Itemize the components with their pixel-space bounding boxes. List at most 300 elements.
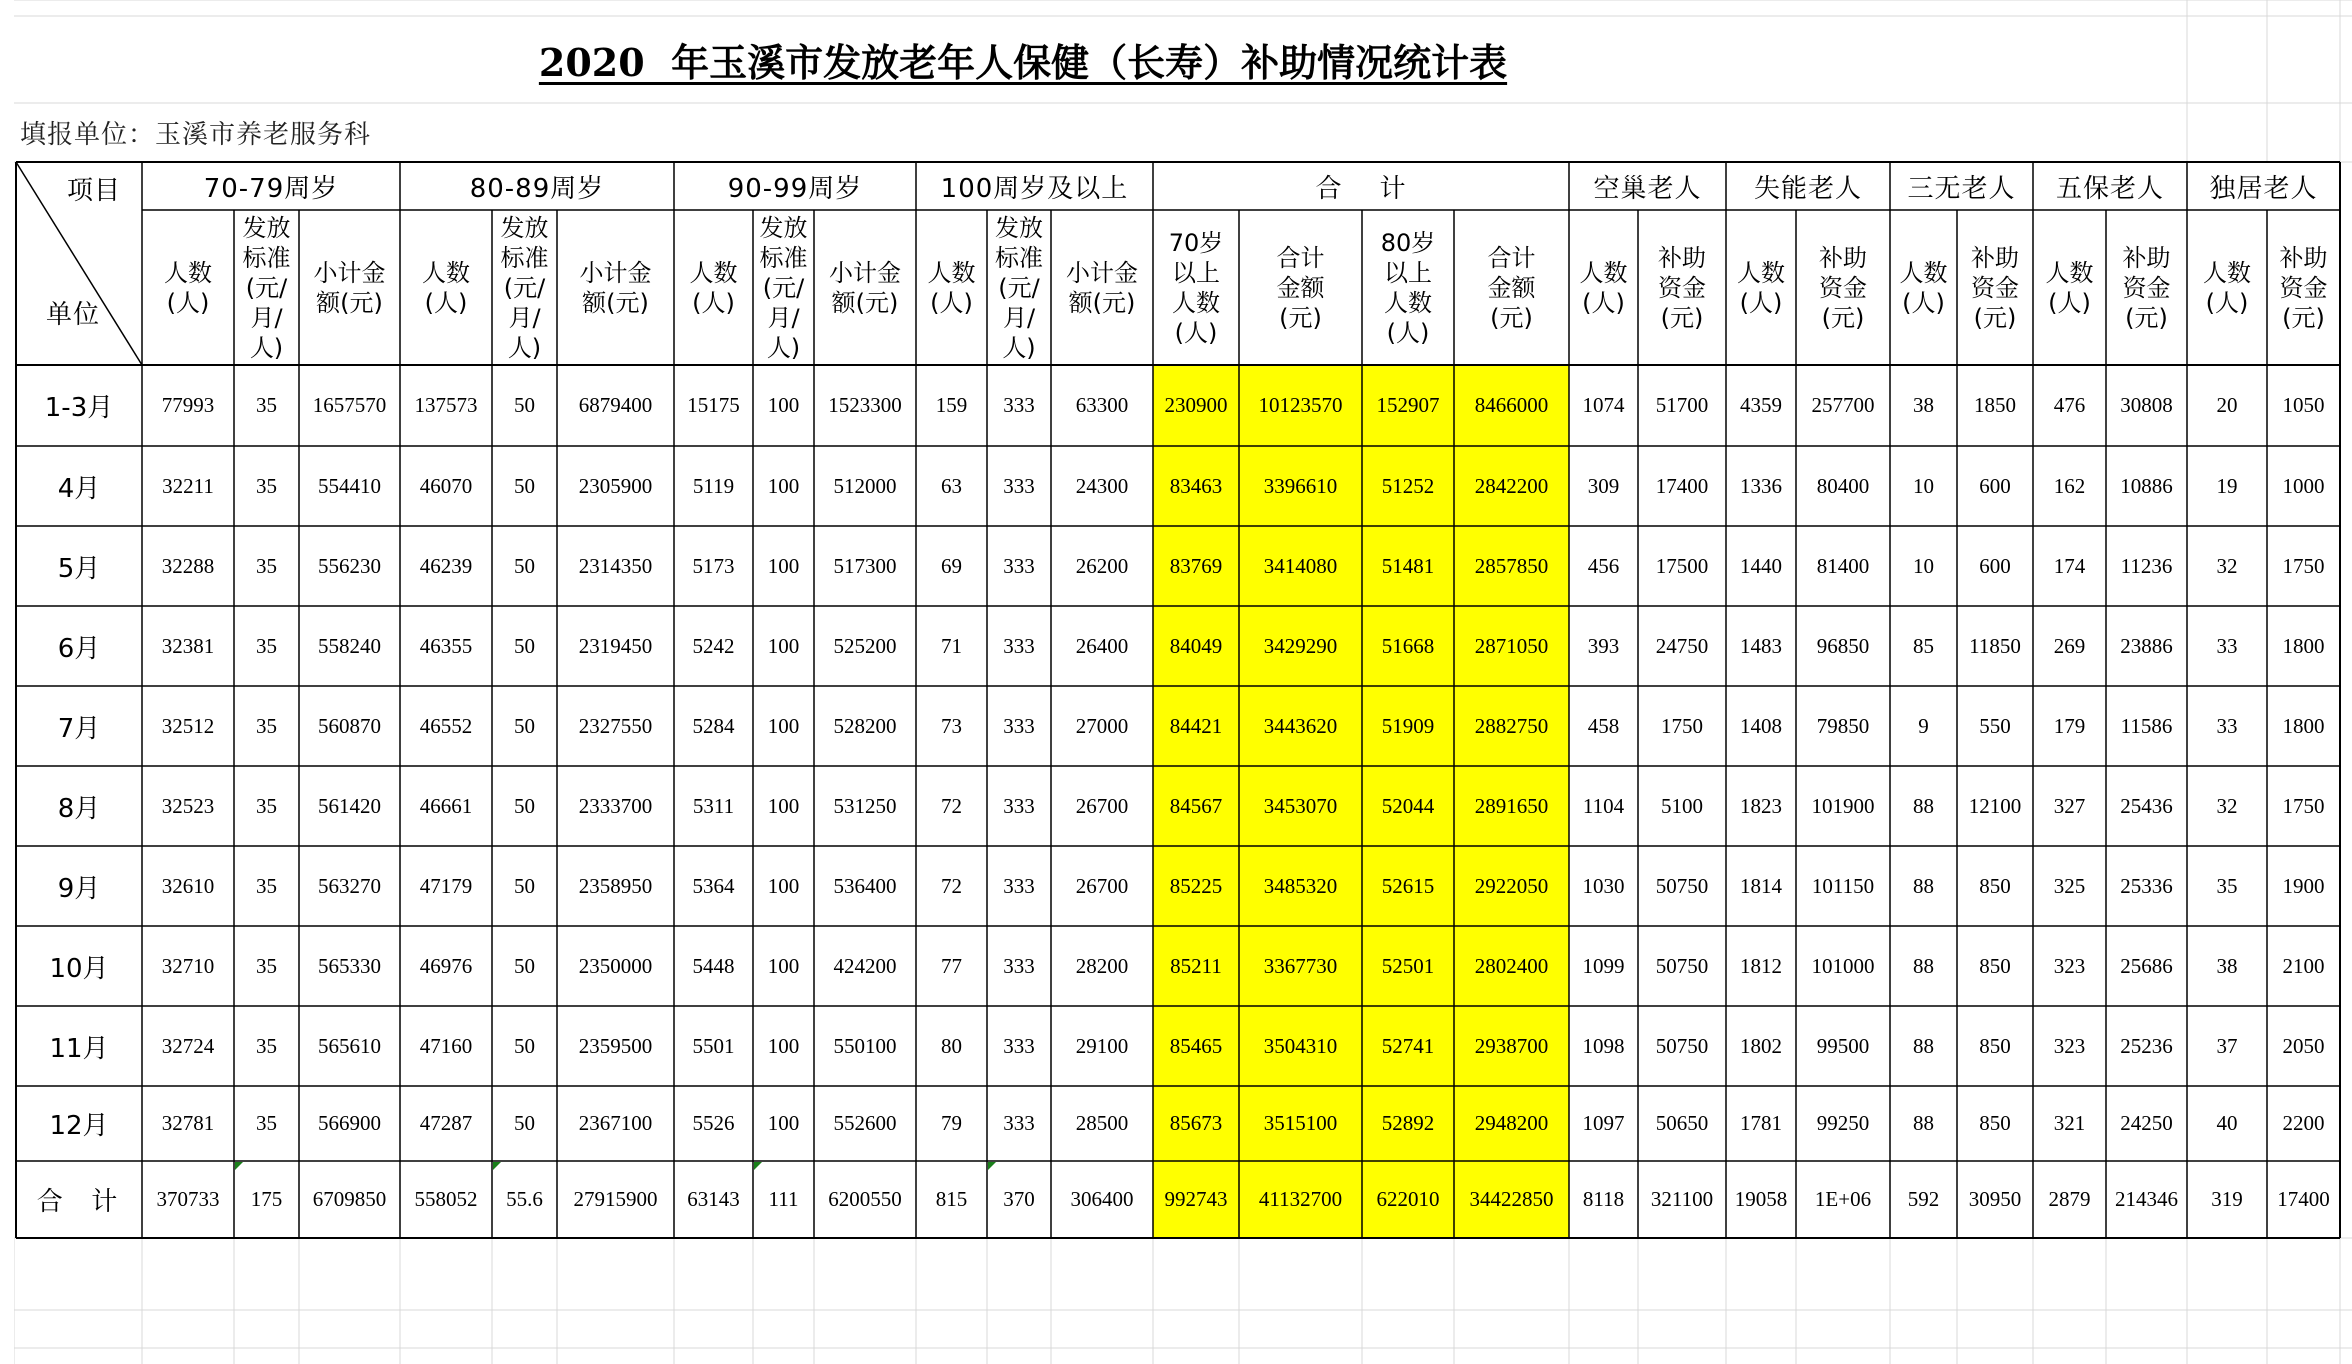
data-cell[interactable] <box>557 686 674 766</box>
data-cell[interactable] <box>1796 1161 1890 1238</box>
data-cell[interactable] <box>1454 766 1569 846</box>
data-cell[interactable] <box>1796 846 1890 926</box>
data-cell[interactable] <box>142 926 234 1006</box>
data-cell[interactable] <box>1638 446 1726 526</box>
data-cell[interactable] <box>916 686 987 766</box>
data-cell[interactable] <box>1153 606 1239 686</box>
data-cell[interactable] <box>400 606 492 686</box>
data-cell[interactable] <box>1569 446 1638 526</box>
data-cell[interactable] <box>1454 526 1569 606</box>
data-cell[interactable] <box>1051 526 1153 606</box>
data-cell[interactable] <box>1796 1006 1890 1086</box>
data-cell-text: 558052 <box>414 1187 478 1211</box>
subheader-3-2 <box>1051 210 1153 365</box>
data-cell[interactable] <box>1638 1086 1726 1161</box>
data-cell[interactable] <box>1362 766 1454 846</box>
data-cell[interactable] <box>1890 365 1957 446</box>
data-cell[interactable] <box>1454 446 1569 526</box>
data-cell[interactable] <box>674 766 753 846</box>
data-cell[interactable] <box>987 846 1051 926</box>
data-cell[interactable] <box>2106 926 2187 1006</box>
data-cell[interactable] <box>1957 926 2033 1006</box>
data-cell[interactable] <box>1796 365 1890 446</box>
data-cell[interactable] <box>1454 1161 1569 1238</box>
data-cell[interactable] <box>1726 1161 1796 1238</box>
data-cell[interactable] <box>142 1006 234 1086</box>
data-cell[interactable] <box>142 365 234 446</box>
data-cell[interactable] <box>1890 846 1957 926</box>
data-cell[interactable] <box>1890 926 1957 1006</box>
data-cell[interactable] <box>814 365 916 446</box>
data-cell[interactable] <box>299 446 400 526</box>
data-cell[interactable] <box>1890 606 1957 686</box>
data-cell[interactable] <box>492 526 557 606</box>
data-cell[interactable] <box>1569 1086 1638 1161</box>
data-cell[interactable] <box>2267 446 2340 526</box>
data-cell[interactable] <box>234 846 299 926</box>
data-cell[interactable] <box>1051 766 1153 846</box>
data-cell[interactable] <box>674 1161 753 1238</box>
data-cell[interactable] <box>2033 446 2106 526</box>
data-cell[interactable] <box>1796 446 1890 526</box>
data-cell[interactable] <box>557 846 674 926</box>
data-cell[interactable] <box>1051 1006 1153 1086</box>
data-cell[interactable] <box>916 526 987 606</box>
data-cell[interactable] <box>234 606 299 686</box>
data-cell[interactable] <box>2267 926 2340 1006</box>
data-cell[interactable] <box>142 686 234 766</box>
data-cell[interactable] <box>2187 1161 2267 1238</box>
data-cell[interactable] <box>142 1086 234 1161</box>
data-cell-text: 5119 <box>692 473 735 498</box>
data-cell[interactable] <box>1890 1086 1957 1161</box>
data-cell[interactable] <box>2106 766 2187 846</box>
data-cell[interactable] <box>234 365 299 446</box>
data-cell[interactable] <box>674 686 753 766</box>
data-cell[interactable] <box>753 686 814 766</box>
data-cell[interactable] <box>234 926 299 1006</box>
data-cell[interactable] <box>2033 1161 2106 1238</box>
data-cell[interactable] <box>1796 606 1890 686</box>
data-cell[interactable] <box>1454 686 1569 766</box>
data-cell[interactable] <box>753 1086 814 1161</box>
data-cell[interactable] <box>1726 686 1796 766</box>
data-cell[interactable] <box>492 365 557 446</box>
data-cell[interactable] <box>987 1161 1051 1238</box>
data-cell[interactable] <box>1454 1086 1569 1161</box>
data-cell[interactable] <box>234 686 299 766</box>
data-cell[interactable] <box>142 846 234 926</box>
data-cell[interactable] <box>1454 846 1569 926</box>
data-cell[interactable] <box>1957 446 2033 526</box>
data-cell[interactable] <box>753 526 814 606</box>
data-cell[interactable] <box>814 1086 916 1161</box>
data-cell[interactable] <box>987 365 1051 446</box>
data-cell[interactable] <box>299 526 400 606</box>
data-cell[interactable] <box>2267 526 2340 606</box>
data-cell[interactable] <box>400 686 492 766</box>
data-cell[interactable] <box>492 1006 557 1086</box>
data-cell[interactable] <box>1726 365 1796 446</box>
data-cell[interactable] <box>1153 846 1239 926</box>
data-cell[interactable] <box>234 526 299 606</box>
data-cell[interactable] <box>1051 365 1153 446</box>
data-cell-text: 1750 <box>2282 793 2325 818</box>
data-cell[interactable] <box>674 1086 753 1161</box>
data-cell[interactable] <box>2033 686 2106 766</box>
data-cell[interactable] <box>2106 365 2187 446</box>
data-cell[interactable] <box>299 1086 400 1161</box>
data-cell[interactable] <box>492 446 557 526</box>
data-cell[interactable] <box>142 446 234 526</box>
data-cell[interactable] <box>987 446 1051 526</box>
data-cell[interactable] <box>674 1006 753 1086</box>
data-cell[interactable] <box>814 526 916 606</box>
data-cell-text: 77 <box>941 953 962 978</box>
data-cell[interactable] <box>1569 846 1638 926</box>
data-cell[interactable] <box>1239 1161 1362 1238</box>
data-cell[interactable] <box>1239 1006 1362 1086</box>
data-cell[interactable] <box>1454 1006 1569 1086</box>
data-cell[interactable] <box>557 526 674 606</box>
data-cell[interactable] <box>400 1161 492 1238</box>
data-cell[interactable] <box>2187 766 2267 846</box>
data-cell[interactable] <box>1726 926 1796 1006</box>
data-cell[interactable] <box>916 1006 987 1086</box>
data-cell[interactable] <box>299 1161 400 1238</box>
data-cell[interactable] <box>2033 766 2106 846</box>
data-cell[interactable] <box>1638 606 1726 686</box>
data-cell[interactable] <box>492 686 557 766</box>
data-cell[interactable] <box>1796 526 1890 606</box>
data-cell[interactable] <box>1239 365 1362 446</box>
data-cell[interactable] <box>1569 766 1638 846</box>
data-cell[interactable] <box>400 926 492 1006</box>
data-cell-text: 3429290 <box>1263 633 1338 658</box>
data-cell[interactable] <box>1569 365 1638 446</box>
data-cell[interactable] <box>2187 1086 2267 1161</box>
data-cell[interactable] <box>753 606 814 686</box>
data-cell[interactable] <box>2187 1006 2267 1086</box>
data-cell[interactable] <box>492 1161 557 1238</box>
data-cell[interactable] <box>1454 365 1569 446</box>
data-cell[interactable] <box>753 846 814 926</box>
data-cell[interactable] <box>674 365 753 446</box>
data-cell[interactable] <box>1239 766 1362 846</box>
data-cell[interactable] <box>400 846 492 926</box>
data-cell[interactable] <box>234 1086 299 1161</box>
data-cell[interactable] <box>2187 365 2267 446</box>
data-cell[interactable] <box>1153 1086 1239 1161</box>
data-cell[interactable] <box>2106 686 2187 766</box>
data-cell[interactable] <box>814 766 916 846</box>
data-cell[interactable] <box>2033 1086 2106 1161</box>
data-cell[interactable] <box>1362 446 1454 526</box>
data-cell[interactable] <box>1638 526 1726 606</box>
data-cell[interactable] <box>2267 365 2340 446</box>
data-cell[interactable] <box>1362 526 1454 606</box>
data-cell[interactable] <box>2033 606 2106 686</box>
data-cell[interactable] <box>234 446 299 526</box>
data-cell-text: 85211 <box>1170 953 1222 978</box>
data-cell[interactable] <box>1957 1006 2033 1086</box>
data-cell[interactable] <box>142 526 234 606</box>
subheader-4-2-text: 80岁 以上 人数 (人) <box>1380 228 1436 347</box>
data-cell[interactable] <box>1239 1086 1362 1161</box>
data-cell[interactable] <box>1153 446 1239 526</box>
data-cell[interactable] <box>674 526 753 606</box>
data-cell[interactable] <box>400 446 492 526</box>
data-cell[interactable] <box>916 846 987 926</box>
data-cell[interactable] <box>987 926 1051 1006</box>
data-cell[interactable] <box>1957 846 2033 926</box>
data-cell[interactable] <box>1796 686 1890 766</box>
data-cell[interactable] <box>142 606 234 686</box>
data-cell[interactable] <box>916 606 987 686</box>
data-cell[interactable] <box>916 365 987 446</box>
data-cell[interactable] <box>1638 846 1726 926</box>
data-cell[interactable] <box>2033 926 2106 1006</box>
data-cell[interactable] <box>987 1086 1051 1161</box>
data-cell[interactable] <box>814 686 916 766</box>
data-cell[interactable] <box>1569 1006 1638 1086</box>
data-cell[interactable] <box>814 1161 916 1238</box>
data-cell[interactable] <box>1153 686 1239 766</box>
data-cell[interactable] <box>753 766 814 846</box>
data-cell[interactable] <box>916 926 987 1006</box>
data-cell-text: 528200 <box>833 713 897 738</box>
data-cell[interactable] <box>492 1086 557 1161</box>
data-cell[interactable] <box>299 1006 400 1086</box>
data-cell[interactable] <box>557 606 674 686</box>
data-cell[interactable] <box>674 606 753 686</box>
data-cell[interactable] <box>1454 606 1569 686</box>
data-cell[interactable] <box>234 766 299 846</box>
data-cell[interactable] <box>2267 1006 2340 1086</box>
data-cell[interactable] <box>557 365 674 446</box>
data-cell[interactable] <box>1362 686 1454 766</box>
data-cell[interactable] <box>1239 926 1362 1006</box>
data-cell-text: 63300 <box>1075 393 1129 417</box>
data-cell[interactable] <box>1153 365 1239 446</box>
data-cell[interactable] <box>1890 686 1957 766</box>
data-cell[interactable] <box>400 1086 492 1161</box>
data-cell[interactable] <box>674 846 753 926</box>
data-cell[interactable] <box>2187 846 2267 926</box>
data-cell[interactable] <box>2267 1161 2340 1238</box>
data-cell[interactable] <box>557 766 674 846</box>
data-cell[interactable] <box>1362 1086 1454 1161</box>
data-cell[interactable] <box>2106 1006 2187 1086</box>
data-cell[interactable] <box>1051 446 1153 526</box>
data-cell[interactable] <box>557 1086 674 1161</box>
data-cell[interactable] <box>1890 1161 1957 1238</box>
data-cell[interactable] <box>1796 1086 1890 1161</box>
data-cell[interactable] <box>1153 1006 1239 1086</box>
data-cell[interactable] <box>2106 1086 2187 1161</box>
data-cell[interactable] <box>557 1161 674 1238</box>
data-cell[interactable] <box>299 846 400 926</box>
data-cell[interactable] <box>814 446 916 526</box>
data-cell[interactable] <box>1957 766 2033 846</box>
data-cell[interactable] <box>2187 606 2267 686</box>
data-cell[interactable] <box>492 606 557 686</box>
data-cell[interactable] <box>1051 926 1153 1006</box>
data-cell[interactable] <box>142 766 234 846</box>
data-cell[interactable] <box>916 766 987 846</box>
data-cell[interactable] <box>1569 926 1638 1006</box>
data-cell[interactable] <box>1796 766 1890 846</box>
data-cell[interactable] <box>2106 606 2187 686</box>
data-cell[interactable] <box>1153 766 1239 846</box>
data-cell[interactable] <box>753 365 814 446</box>
data-cell[interactable] <box>1362 365 1454 446</box>
data-cell[interactable] <box>1051 606 1153 686</box>
data-cell[interactable] <box>1569 526 1638 606</box>
data-cell[interactable] <box>557 926 674 1006</box>
data-cell[interactable] <box>2033 846 2106 926</box>
data-cell[interactable] <box>1638 1006 1726 1086</box>
data-cell[interactable] <box>2106 526 2187 606</box>
data-cell[interactable] <box>1957 686 2033 766</box>
data-cell[interactable] <box>2187 926 2267 1006</box>
data-cell[interactable] <box>1957 1086 2033 1161</box>
data-cell[interactable] <box>2033 365 2106 446</box>
data-cell[interactable] <box>1239 606 1362 686</box>
cell-note-indicator <box>235 1162 243 1170</box>
data-cell[interactable] <box>1638 365 1726 446</box>
data-cell[interactable] <box>916 446 987 526</box>
data-cell[interactable] <box>2267 846 2340 926</box>
data-cell[interactable] <box>299 365 400 446</box>
data-cell[interactable] <box>1957 1161 2033 1238</box>
data-cell[interactable] <box>400 1006 492 1086</box>
data-cell[interactable] <box>674 446 753 526</box>
data-cell[interactable] <box>492 926 557 1006</box>
data-cell[interactable] <box>1454 926 1569 1006</box>
data-cell[interactable] <box>1638 766 1726 846</box>
data-cell[interactable] <box>492 766 557 846</box>
data-cell[interactable] <box>299 926 400 1006</box>
data-cell[interactable] <box>1239 526 1362 606</box>
data-cell[interactable] <box>1153 926 1239 1006</box>
data-cell[interactable] <box>1726 846 1796 926</box>
data-cell[interactable] <box>492 846 557 926</box>
data-cell-text: 77993 <box>161 393 215 417</box>
data-cell[interactable] <box>2033 526 2106 606</box>
data-cell[interactable] <box>1638 926 1726 1006</box>
data-cell[interactable] <box>1726 1006 1796 1086</box>
data-cell[interactable] <box>1362 606 1454 686</box>
data-cell[interactable] <box>1726 1086 1796 1161</box>
data-cell[interactable] <box>1726 766 1796 846</box>
data-cell[interactable] <box>1957 526 2033 606</box>
data-cell[interactable] <box>1569 686 1638 766</box>
data-cell[interactable] <box>753 1161 814 1238</box>
data-cell[interactable] <box>2267 766 2340 846</box>
data-cell[interactable] <box>814 606 916 686</box>
data-cell[interactable] <box>753 446 814 526</box>
data-cell[interactable] <box>2187 526 2267 606</box>
data-cell[interactable] <box>2267 1086 2340 1161</box>
data-cell[interactable] <box>753 1006 814 1086</box>
data-cell[interactable] <box>2187 686 2267 766</box>
data-cell[interactable] <box>987 606 1051 686</box>
data-cell[interactable] <box>1051 1161 1153 1238</box>
data-cell[interactable] <box>1362 1006 1454 1086</box>
data-cell[interactable] <box>814 846 916 926</box>
data-cell[interactable] <box>1362 1161 1454 1238</box>
data-cell[interactable] <box>814 1006 916 1086</box>
data-cell[interactable] <box>557 1006 674 1086</box>
data-cell[interactable] <box>1890 526 1957 606</box>
data-cell[interactable] <box>1153 1161 1239 1238</box>
data-cell[interactable] <box>1362 926 1454 1006</box>
data-cell[interactable] <box>1890 1006 1957 1086</box>
data-cell[interactable] <box>234 1006 299 1086</box>
data-cell[interactable] <box>400 526 492 606</box>
data-cell[interactable] <box>1051 846 1153 926</box>
data-cell[interactable] <box>234 1161 299 1238</box>
data-cell[interactable] <box>1239 846 1362 926</box>
data-cell[interactable] <box>2106 446 2187 526</box>
data-cell[interactable] <box>1638 686 1726 766</box>
data-cell[interactable] <box>1726 606 1796 686</box>
data-cell[interactable] <box>299 606 400 686</box>
data-cell-text: 84421 <box>1169 713 1223 738</box>
data-cell[interactable] <box>557 446 674 526</box>
data-cell[interactable] <box>674 926 753 1006</box>
data-cell[interactable] <box>916 1086 987 1161</box>
data-cell[interactable] <box>916 1161 987 1238</box>
data-cell[interactable] <box>753 926 814 1006</box>
data-cell[interactable] <box>1569 1161 1638 1238</box>
data-cell[interactable] <box>1890 766 1957 846</box>
data-cell[interactable] <box>1796 926 1890 1006</box>
data-cell[interactable] <box>1638 1161 1726 1238</box>
data-cell[interactable] <box>1726 526 1796 606</box>
data-cell[interactable] <box>1051 1086 1153 1161</box>
data-cell[interactable] <box>2267 606 2340 686</box>
data-cell[interactable] <box>400 365 492 446</box>
data-cell[interactable] <box>1890 446 1957 526</box>
data-cell[interactable] <box>987 766 1051 846</box>
data-cell[interactable] <box>142 1161 234 1238</box>
data-cell[interactable] <box>2106 1161 2187 1238</box>
data-cell[interactable] <box>1569 606 1638 686</box>
data-cell[interactable] <box>2106 846 2187 926</box>
data-cell[interactable] <box>987 686 1051 766</box>
data-cell[interactable] <box>299 766 400 846</box>
data-cell[interactable] <box>987 526 1051 606</box>
group-header-9-text: 独居老人 <box>2209 173 2318 204</box>
data-cell[interactable] <box>2267 686 2340 766</box>
data-cell[interactable] <box>1362 846 1454 926</box>
data-cell[interactable] <box>1051 686 1153 766</box>
data-cell[interactable] <box>2033 1006 2106 1086</box>
data-cell[interactable] <box>2187 446 2267 526</box>
data-cell[interactable] <box>1239 686 1362 766</box>
data-cell[interactable] <box>1957 606 2033 686</box>
data-cell[interactable] <box>987 1006 1051 1086</box>
data-cell[interactable] <box>1153 526 1239 606</box>
data-cell[interactable] <box>1239 446 1362 526</box>
data-cell[interactable] <box>299 686 400 766</box>
data-cell[interactable] <box>1957 365 2033 446</box>
data-cell[interactable] <box>1726 446 1796 526</box>
data-cell[interactable] <box>814 926 916 1006</box>
data-cell[interactable] <box>400 766 492 846</box>
